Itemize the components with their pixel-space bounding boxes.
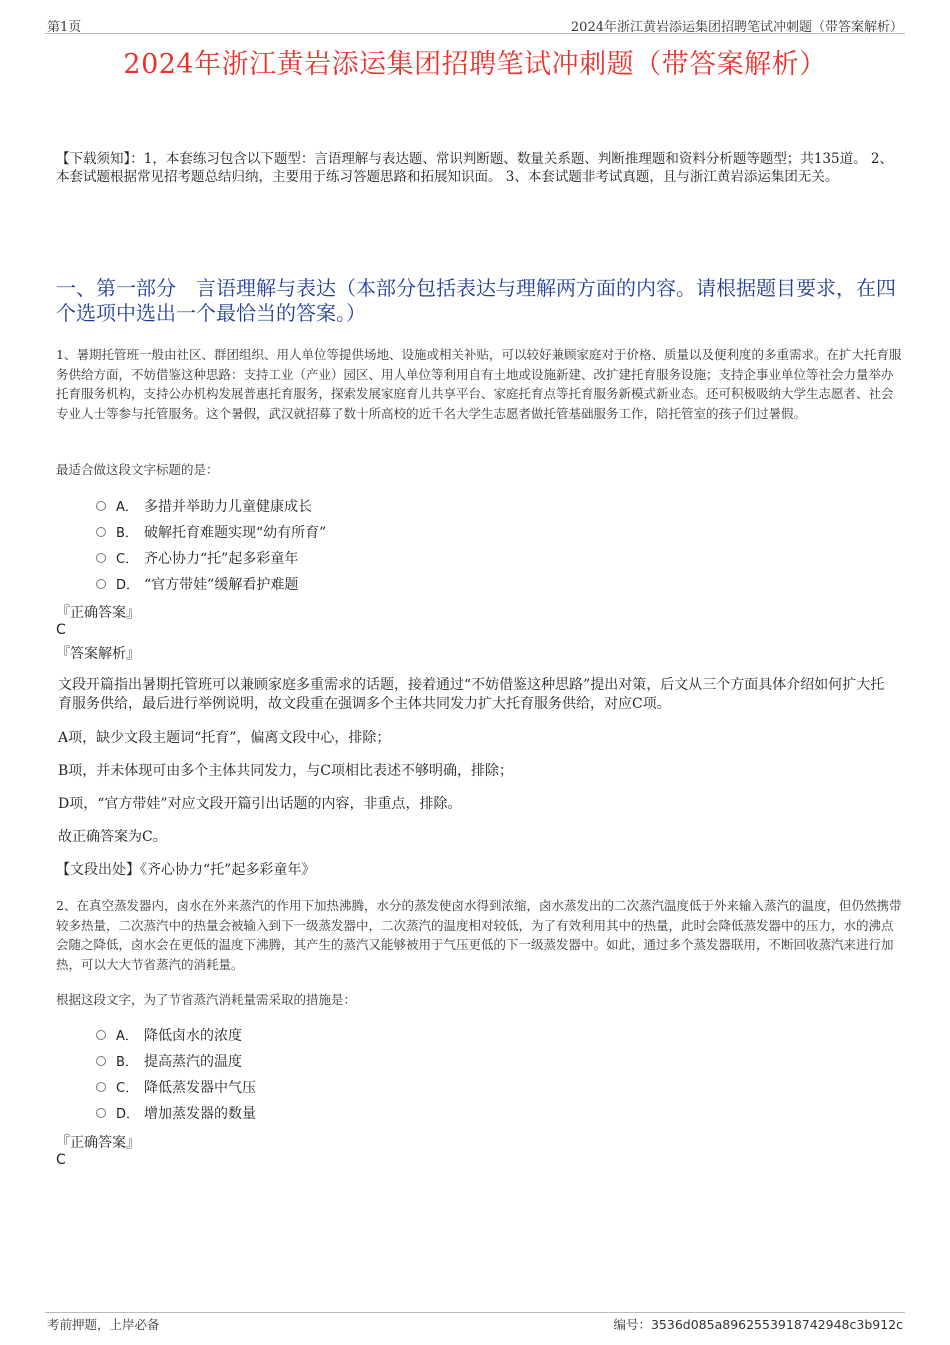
question-1-answer: C (56, 622, 66, 638)
option-letter: B． (116, 526, 138, 541)
question-1-answer-label: 『正确答案』 (56, 605, 140, 621)
footer-code (613, 1315, 903, 1333)
question-1-option-d[interactable] (96, 575, 298, 595)
option-letter: C． (116, 552, 139, 567)
question-2-option-b[interactable] (96, 1052, 242, 1072)
question-2-answer: C (56, 1152, 66, 1168)
section-heading: 一、第一部分 言语理解与表达（本部分包括表达与理解两方面的内容。请根据题目要求，在四个选项中选出一个最恰当的答案。） (56, 276, 896, 325)
radio-icon[interactable] (96, 579, 106, 589)
option-text: “官方带娃”缓解看护难题 (144, 577, 299, 593)
question-2-option-a[interactable] (96, 1026, 242, 1046)
analysis-paragraph: 文段开篇指出暑期托管班可以兼顾家庭多重需求的话题，接着通过“不妨借鉴这种思路”提出对策，后文从三个方面具体介绍如何扩大托育服务供给，最后进行举例说明，故文段重在强调多个主体共同发力扩大托育服务供给，对应C项。 (58, 677, 885, 712)
radio-icon[interactable] (96, 501, 106, 511)
download-notice: 【下载须知】：1，本套练习包含以下题型：言语理解与表达题、常识判断题、数量关系题、判断推理题和资料分析题等题型；共135道。 2、本套试题根据常见招考题总结归纳，主要用于练习答题思路和拓展知识面。 3、本套试题非考试真题，且与浙江黄岩添运集团无关。 (56, 151, 893, 185)
radio-icon[interactable] (96, 1030, 106, 1040)
option-text: 降低卤水的浓度 (144, 1028, 242, 1044)
option-letter: A． (116, 500, 138, 515)
analysis-paragraph: B项，并未体现可由多个主体共同发力，与C项相比表述不够明确，排除； (58, 763, 513, 779)
header-divider (45, 33, 905, 34)
option-letter: B． (116, 1055, 138, 1070)
radio-icon[interactable] (96, 1056, 106, 1066)
radio-icon[interactable] (96, 527, 106, 537)
radio-icon[interactable] (96, 553, 106, 563)
radio-icon[interactable] (96, 1082, 106, 1092)
option-text: 齐心协力“托”起多彩童年 (144, 551, 299, 567)
footer-code-label: 编号： (613, 1317, 651, 1332)
radio-icon[interactable] (96, 1108, 106, 1118)
question-2-option-c[interactable] (96, 1078, 256, 1098)
question-1-option-a[interactable] (96, 497, 312, 517)
footer-slogan: 考前押题，上岸必备 (47, 1317, 160, 1332)
question-2-answer-label: 『正确答案』 (56, 1135, 140, 1151)
option-text: 多措并举助力儿童健康成长 (144, 499, 312, 515)
analysis-paragraph: A项，缺少文段主题词“托育”，偏离文段中心，排除； (58, 730, 391, 746)
page-title: 2024年浙江黄岩添运集团招聘笔试冲刺题（带答案解析） (123, 49, 827, 80)
analysis-source: 【文段出处】《齐心协力“托”起多彩童年》 (56, 862, 316, 878)
question-1-option-b[interactable] (96, 523, 326, 543)
option-letter: D． (116, 578, 140, 593)
option-text: 提高蒸汽的温度 (144, 1054, 242, 1070)
header-doc-title: 2024年浙江黄岩添运集团招聘笔试冲刺题（带答案解析） (570, 20, 903, 35)
question-1-analysis-label: 『答案解析』 (56, 646, 140, 662)
option-letter: C． (116, 1081, 139, 1096)
option-letter: D． (116, 1107, 140, 1122)
question-1-text: 1、暑期托管班一般由社区、群团组织、用人单位等提供场地、设施或相关补贴，可以较好兼顾家庭对于价格、质量以及便利度的多重需求。在扩大托育服务供给方面，不妨借鉴这种思路：支持工业（产业）园区、用人单位等利用自有土地或设施新建、改扩建托育服务设施；支持企事业单位等社会力量举办托育服务机构，支持公办机构发展普惠托育服务，探索发展家庭育儿共享平台、家庭托育点等托育服务新模式新业态。还可积极吸纳大学生志愿者、社会专业人士等参与托管服务。这个暑假，武汉就招募了数十所高校的近千名大学生志愿者做托管基础服务工作，陪托管室的孩子们过暑假。 (56, 347, 902, 421)
question-1-prompt: 最适合做这段文字标题的是： (56, 462, 219, 477)
option-text: 降低蒸发器中气压 (144, 1080, 256, 1096)
option-text: 破解托育难题实现“幼有所育” (144, 525, 327, 541)
analysis-paragraph: 故正确答案为C。 (58, 829, 167, 845)
analysis-paragraph: D项，“官方带娃”对应文段开篇引出话题的内容，非重点，排除。 (58, 796, 462, 812)
footer-code-value: 3536d085a8962553918742948c3b912c (650, 1317, 903, 1332)
question-2-option-d[interactable] (96, 1104, 256, 1124)
question-2-prompt: 根据这段文字，为了节省蒸汽消耗量需采取的措施是： (56, 992, 357, 1007)
footer-divider (45, 1312, 905, 1313)
question-2-text: 2、在真空蒸发器内，卤水在外来蒸汽的作用下加热沸腾，水分的蒸发使卤水得到浓缩，卤水蒸发出的二次蒸汽温度低于外来输入蒸汽的温度，但仍然携带较多热量，二次蒸汽中的热量会被输入到下一级蒸发器中，二次蒸汽的温度相对较低，为了有效利用其中的热量，此时会降低蒸发器中的压力，水的沸点会随之降低，卤水会在更低的温度下沸腾，其产生的蒸汽又能够被用于气压更低的下一级蒸发器中。如此，通过多个蒸发器联用，不断回收蒸汽来进行加热，可以大大节省蒸汽的消耗量。 (56, 898, 902, 972)
question-1-option-c[interactable] (96, 549, 298, 569)
option-text: 增加蒸发器的数量 (144, 1106, 256, 1122)
option-letter: A． (116, 1029, 138, 1044)
header-page-number: 第1页 (47, 20, 82, 35)
